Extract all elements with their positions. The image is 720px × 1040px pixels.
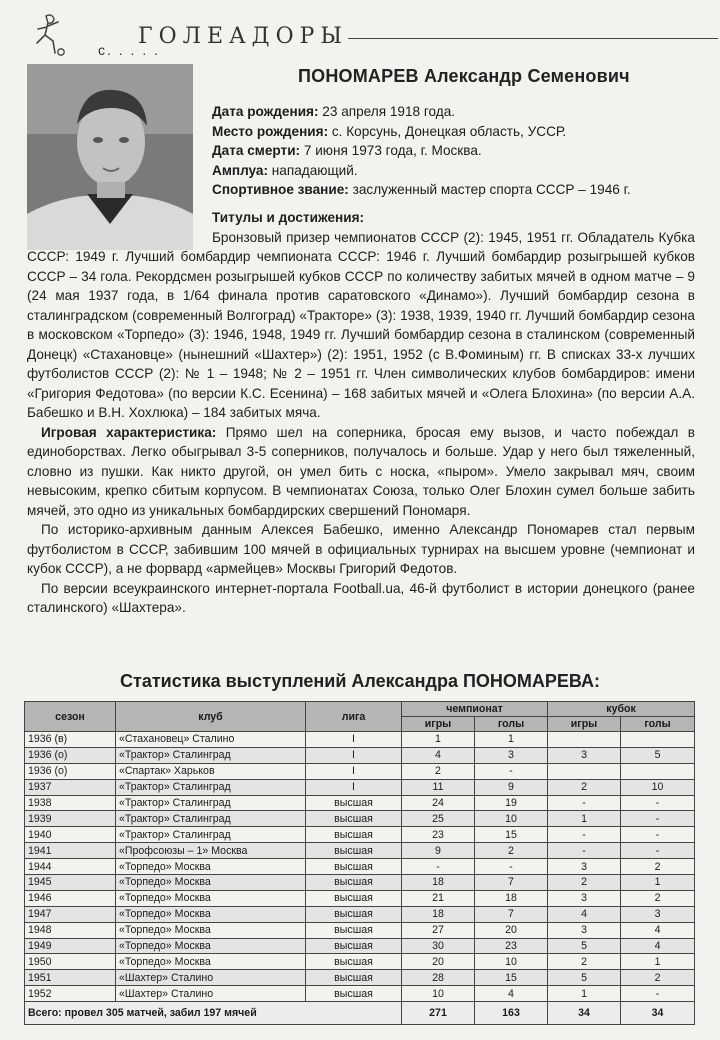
portal-paragraph: По версии всеукраинского интернет-портала Football.ua, 46-й футболист в истории донецкого (ранее сталинского) «Шахтера». bbox=[27, 580, 695, 615]
ch-goals-cell: 19 bbox=[475, 795, 548, 811]
header-ch-games: игры bbox=[402, 717, 475, 732]
ch-goals-cell: 15 bbox=[475, 827, 548, 843]
ch-goals-cell: 2 bbox=[475, 843, 548, 859]
table-row bbox=[25, 890, 695, 906]
ch-games-cell: 30 bbox=[402, 938, 475, 954]
table-row bbox=[25, 938, 695, 954]
season-cell: 1947 bbox=[25, 906, 116, 922]
footballer-silhouette-icon bbox=[28, 12, 68, 58]
fact-value: заслуженный мастер спорта СССР – 1946 г. bbox=[348, 182, 631, 198]
total-ch-goals: 163 bbox=[475, 1002, 548, 1025]
cup-games-cell: 5 bbox=[548, 970, 621, 986]
season-cell: 1936 (о) bbox=[25, 763, 116, 779]
league-cell: высшая bbox=[306, 906, 402, 922]
cup-games-cell: 5 bbox=[548, 938, 621, 954]
league-cell: высшая bbox=[306, 970, 402, 986]
total-cup-goals: 34 bbox=[621, 1002, 695, 1025]
table-row bbox=[25, 986, 695, 1002]
table-total-row bbox=[25, 1002, 695, 1025]
fact-label: Амплуа: bbox=[212, 162, 269, 178]
ch-games-cell: 1 bbox=[402, 732, 475, 748]
ch-goals-cell: 23 bbox=[475, 938, 548, 954]
ch-goals-cell: 18 bbox=[475, 890, 548, 906]
season-cell: 1944 bbox=[25, 859, 116, 875]
ch-goals-cell: 1 bbox=[475, 732, 548, 748]
league-cell: I bbox=[306, 763, 402, 779]
league-cell: высшая bbox=[306, 795, 402, 811]
cup-games-cell: 2 bbox=[548, 779, 621, 795]
season-cell: 1951 bbox=[25, 970, 116, 986]
table-row bbox=[25, 922, 695, 938]
fact-value: нападающий. bbox=[268, 162, 358, 178]
page-section-title: ГОЛЕАДОРЫ bbox=[138, 24, 349, 49]
cup-games-cell: 3 bbox=[548, 922, 621, 938]
cup-goals-cell: - bbox=[621, 811, 695, 827]
ch-games-cell: 2 bbox=[402, 763, 475, 779]
cup-goals-cell bbox=[621, 763, 695, 779]
cup-games-cell bbox=[548, 763, 621, 779]
ch-games-cell: 18 bbox=[402, 906, 475, 922]
cup-games-cell: - bbox=[548, 795, 621, 811]
fact-value: 23 апреля 1918 года. bbox=[318, 104, 456, 119]
header-rule bbox=[348, 38, 718, 39]
cup-games-cell: 3 bbox=[548, 890, 621, 906]
season-cell: 1945 bbox=[25, 875, 116, 891]
season-cell: 1949 bbox=[25, 938, 116, 954]
ch-goals-cell: - bbox=[475, 763, 548, 779]
club-cell: «Торпедо» Москва bbox=[116, 922, 306, 938]
ch-games-cell: 27 bbox=[402, 922, 475, 938]
cup-goals-cell: 1 bbox=[621, 875, 695, 891]
ch-games-cell: 23 bbox=[402, 827, 475, 843]
club-cell: «Трактор» Сталинград bbox=[116, 811, 306, 827]
ch-games-cell: 4 bbox=[402, 747, 475, 763]
season-cell: 1952 bbox=[25, 986, 116, 1002]
cup-goals-cell: 2 bbox=[621, 859, 695, 875]
ch-goals-cell: 20 bbox=[475, 922, 548, 938]
player-facts bbox=[212, 102, 631, 200]
fact-label: Место рождения: bbox=[212, 123, 329, 139]
table-row bbox=[25, 827, 695, 843]
stats-table bbox=[24, 701, 695, 1025]
fact-value: с. Корсунь, Донецкая область, УССР. bbox=[328, 123, 567, 139]
club-cell: «Трактор» Сталинград bbox=[116, 827, 306, 843]
league-cell: высшая bbox=[306, 938, 402, 954]
header-dots: с. . . . . bbox=[98, 42, 161, 58]
club-cell: «Торпедо» Москва bbox=[116, 859, 306, 875]
table-row bbox=[25, 970, 695, 986]
league-cell: высшая bbox=[306, 986, 402, 1002]
club-cell: «Трактор» Сталинград bbox=[116, 795, 306, 811]
play-style-paragraph bbox=[27, 423, 695, 521]
cup-goals-cell: 10 bbox=[621, 779, 695, 795]
fact-label: Дата рождения: bbox=[212, 104, 319, 119]
fact-death-date bbox=[212, 141, 631, 161]
ch-games-cell: 25 bbox=[402, 811, 475, 827]
league-cell: I bbox=[306, 747, 402, 763]
cup-games-cell: 3 bbox=[548, 859, 621, 875]
cup-goals-cell: - bbox=[621, 843, 695, 859]
cup-games-cell: 3 bbox=[548, 747, 621, 763]
league-cell: высшая bbox=[306, 827, 402, 843]
league-cell: I bbox=[306, 779, 402, 795]
season-cell: 1940 bbox=[25, 827, 116, 843]
stats-body bbox=[25, 732, 695, 1002]
league-cell: высшая bbox=[306, 859, 402, 875]
ch-goals-cell: 10 bbox=[475, 811, 548, 827]
table-row bbox=[25, 795, 695, 811]
cup-goals-cell: 2 bbox=[621, 890, 695, 906]
season-cell: 1936 (о) bbox=[25, 747, 116, 763]
titles-paragraph: Бронзовый призер чемпионатов СССР (2): 1945, 1951 гг. Обладатель Кубка СССР: 1949 г. Лучший бомбардир чемпионата СССР: 1946 г. Лучший бомбардир розыгрышей кубков СССР – 34 гола. Рекордсмен розыгрышей кубков СССР по количеству забитых мячей в одном матче – 9 (24 мая 1937 года, в 1/64 финала против саратовского «Динамо»). Лучший бомбардир сезона в сталинградском (современный Волгоград) «Тракторе» (3): 1938, 1939, 1940 гг. Лучший бомбардир сезона в московском «Торпедо» (3): 1946, 1948, 1949 гг. Лучший бомбардир сезона в сталинском (современный Донецк) «Стахановце» (нынешний «Шахтер») (2): 1951, 1952 (с В.Фоминым) гг. В списках 33-х лучших футболистов СССР (2): № 1 – 1948; № 2 – 1951 гг. Член символических клубов бомбардиров: имени «Григория Федотова» (по версии К.С. Есенина) – 168 забитых мячей и «Олега Блохина» (по версии А.А. Бабешко и В.Н. Хохлюка) – 184 забитых мяча. bbox=[27, 229, 695, 420]
header-cup-games: игры bbox=[548, 717, 621, 732]
cup-games-cell: 1 bbox=[548, 811, 621, 827]
cup-goals-cell: - bbox=[621, 986, 695, 1002]
ch-games-cell: 10 bbox=[402, 986, 475, 1002]
table-row bbox=[25, 906, 695, 922]
table-row bbox=[25, 954, 695, 970]
league-cell: высшая bbox=[306, 922, 402, 938]
table-row bbox=[25, 843, 695, 859]
cup-games-cell: 4 bbox=[548, 906, 621, 922]
table-row bbox=[25, 811, 695, 827]
club-cell: «Стахановец» Сталино bbox=[116, 732, 306, 748]
titles-heading: Титулы и достижения: bbox=[212, 210, 365, 225]
page-header bbox=[28, 12, 708, 58]
ch-goals-cell: 10 bbox=[475, 954, 548, 970]
ch-games-cell: 18 bbox=[402, 875, 475, 891]
club-cell: «Торпедо» Москва bbox=[116, 938, 306, 954]
club-cell: «Профсоюзы – 1» Москва bbox=[116, 843, 306, 859]
club-cell: «Трактор» Сталинград bbox=[116, 779, 306, 795]
player-name: ПОНОМАРЕВ Александр Семенович bbox=[298, 66, 630, 86]
season-cell: 1946 bbox=[25, 890, 116, 906]
cup-games-cell: - bbox=[548, 843, 621, 859]
cup-goals-cell: 3 bbox=[621, 906, 695, 922]
cup-games-cell: 2 bbox=[548, 875, 621, 891]
season-cell: 1950 bbox=[25, 954, 116, 970]
header-cup: кубок bbox=[548, 702, 695, 717]
ch-games-cell: 28 bbox=[402, 970, 475, 986]
cup-games-cell: 1 bbox=[548, 986, 621, 1002]
club-cell: «Торпедо» Москва bbox=[116, 875, 306, 891]
table-row bbox=[25, 779, 695, 795]
cup-games-cell bbox=[548, 732, 621, 748]
table-row bbox=[25, 732, 695, 748]
ch-games-cell: 24 bbox=[402, 795, 475, 811]
ch-goals-cell: 3 bbox=[475, 747, 548, 763]
league-cell: высшая bbox=[306, 811, 402, 827]
header-season: сезон bbox=[25, 702, 116, 732]
fact-birth-place bbox=[212, 122, 631, 142]
fact-birth-date bbox=[212, 102, 631, 122]
fact-label: Спортивное звание: bbox=[212, 182, 349, 198]
ch-goals-cell: - bbox=[475, 859, 548, 875]
cup-games-cell: 2 bbox=[548, 954, 621, 970]
ch-goals-cell: 7 bbox=[475, 875, 548, 891]
table-row bbox=[25, 875, 695, 891]
season-cell: 1941 bbox=[25, 843, 116, 859]
league-cell: высшая bbox=[306, 954, 402, 970]
season-cell: 1938 bbox=[25, 795, 116, 811]
fact-sport-title bbox=[212, 180, 631, 200]
header-league: лига bbox=[306, 702, 402, 732]
ch-goals-cell: 4 bbox=[475, 986, 548, 1002]
league-cell: высшая bbox=[306, 843, 402, 859]
club-cell: «Торпедо» Москва bbox=[116, 890, 306, 906]
cup-goals-cell: 2 bbox=[621, 970, 695, 986]
league-cell: I bbox=[306, 732, 402, 748]
cup-goals-cell: - bbox=[621, 795, 695, 811]
ch-goals-cell: 15 bbox=[475, 970, 548, 986]
table-row bbox=[25, 747, 695, 763]
header-cup-goals: голы bbox=[621, 717, 695, 732]
ch-games-cell: 21 bbox=[402, 890, 475, 906]
league-cell: высшая bbox=[306, 875, 402, 891]
season-cell: 1948 bbox=[25, 922, 116, 938]
header-ch-goals: голы bbox=[475, 717, 548, 732]
biography-text bbox=[27, 208, 695, 618]
table-row bbox=[25, 763, 695, 779]
fact-position bbox=[212, 161, 631, 181]
cup-goals-cell: 1 bbox=[621, 954, 695, 970]
club-cell: «Шахтер» Сталино bbox=[116, 970, 306, 986]
header-club: клуб bbox=[116, 702, 306, 732]
cup-goals-cell: 4 bbox=[621, 938, 695, 954]
club-cell: «Спартак» Харьков bbox=[116, 763, 306, 779]
play-style-text: Прямо шел на соперника, бросая ему вызов, и часто побеждал в единоборствах. Легко обыгрывал 3-5 соперников, получалось и больше. Удар у него был тяжеленный, словно из пушки. Как никто другой, он умел бить с носка, «пыром». Умело закрывал мяч, своим невысоким, крепко сбитым корпусом. В чемпионатах Союза, только Олег Блохин сумел больше забить мячей, это одно из уникальных бомбардирских свершений Пономаря. bbox=[27, 424, 696, 518]
fact-label: Дата смерти: bbox=[212, 143, 301, 159]
club-cell: «Трактор» Сталинград bbox=[116, 747, 306, 763]
ch-games-cell: 9 bbox=[402, 843, 475, 859]
table-row bbox=[25, 859, 695, 875]
ch-goals-cell: 7 bbox=[475, 906, 548, 922]
fact-value: 7 июня 1973 года, г. Москва. bbox=[300, 143, 482, 159]
archive-paragraph: По историко-архивным данным Алексея Бабешко, именно Александр Пономарев стал первым футболистом в СССР, забившим 100 мячей в официальных турнирах на высшем уровне (чемпионат и кубок СССР), а не форвард «армейцев» Москвы Григорий Федотов. bbox=[27, 522, 695, 576]
cup-goals-cell: - bbox=[621, 827, 695, 843]
league-cell: высшая bbox=[306, 890, 402, 906]
cup-goals-cell: 4 bbox=[621, 922, 695, 938]
club-cell: «Торпедо» Москва bbox=[116, 906, 306, 922]
ch-games-cell: 20 bbox=[402, 954, 475, 970]
ch-games-cell: - bbox=[402, 859, 475, 875]
ch-games-cell: 11 bbox=[402, 779, 475, 795]
total-ch-games: 271 bbox=[402, 1002, 475, 1025]
cup-games-cell: - bbox=[548, 827, 621, 843]
cup-goals-cell: 5 bbox=[621, 747, 695, 763]
header-championship: чемпионат bbox=[402, 702, 548, 717]
season-cell: 1937 bbox=[25, 779, 116, 795]
season-cell: 1936 (в) bbox=[25, 732, 116, 748]
total-cup-games: 34 bbox=[548, 1002, 621, 1025]
ch-goals-cell: 9 bbox=[475, 779, 548, 795]
season-cell: 1939 bbox=[25, 811, 116, 827]
table-header-row bbox=[25, 702, 695, 717]
total-label: Всего: провел 305 матчей, забил 197 мячей bbox=[25, 1002, 402, 1025]
cup-goals-cell bbox=[621, 732, 695, 748]
play-style-label: Игровая характеристика: bbox=[41, 424, 217, 440]
stats-title: Статистика выступлений Александра ПОНОМАРЕВА: bbox=[120, 671, 600, 691]
club-cell: «Торпедо» Москва bbox=[116, 954, 306, 970]
club-cell: «Шахтер» Сталино bbox=[116, 986, 306, 1002]
